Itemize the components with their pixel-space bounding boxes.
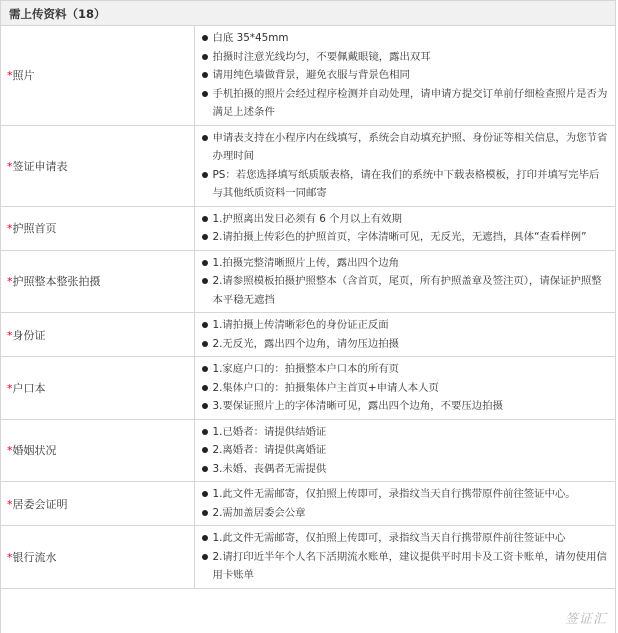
required-asterisk: *	[7, 381, 13, 395]
requirement-item: 申请表支持在小程序内在线填写，系统会自动填充护照、身份证等相关信息，为您节省办理时间	[201, 129, 610, 166]
requirements-cell	[194, 482, 615, 526]
required-asterisk: *	[7, 497, 13, 511]
document-label-cell	[1, 313, 194, 357]
requirements-cell	[194, 526, 615, 589]
requirement-item: 3.未婚、丧偶者无需提供	[201, 460, 610, 479]
document-row	[1, 419, 615, 482]
document-row	[1, 125, 615, 206]
document-label-cell	[1, 250, 194, 313]
document-label-cell	[1, 357, 194, 420]
document-label: 签证申请表	[12, 159, 68, 173]
document-label: 户口本	[12, 381, 46, 395]
document-label: 婚姻状况	[12, 444, 57, 458]
requirement-item: 2.需加盖居委会公章	[201, 504, 610, 523]
requirement-item: 拍摄时注意光线均匀，不要佩戴眼镜，露出双耳	[201, 48, 610, 67]
requirements-cell	[194, 250, 615, 313]
requirement-item: 2.请参照模板拍摄护照整本（含首页，尾页，所有护照盖章及签注页），请保证护照整本平稳无遮挡	[201, 272, 610, 309]
requirement-item: 3.要保证照片上的字体清晰可见，露出四个边角，不要压边拍摄	[201, 397, 610, 416]
requirement-item: 1.已婚者：请提供结婚证	[201, 423, 610, 442]
document-label-cell	[1, 26, 194, 125]
requirements-cell	[194, 419, 615, 482]
document-label-cell	[1, 125, 194, 206]
requirement-item: 2.请打印近半年个人名下活期流水账单，建议提供平时用卡及工资卡账单，请勿使用信用卡账单	[201, 548, 610, 585]
requirements-list	[201, 129, 610, 203]
requirement-item: 白底 35*45mm	[201, 29, 610, 48]
requirement-item: 1.家庭户口的：拍摄整本户口本的所有页	[201, 360, 610, 379]
requirements-list	[201, 485, 610, 522]
document-row	[1, 26, 615, 125]
requirements-list	[201, 254, 610, 310]
requirements-list	[201, 210, 610, 247]
document-label-cell	[1, 482, 194, 526]
required-asterisk: *	[7, 550, 13, 564]
requirement-item: 1.此文件无需邮寄，仅拍照上传即可，录指纹当天自行携带原件前往签证中心。	[201, 485, 610, 504]
document-row	[1, 482, 615, 526]
document-label: 照片	[12, 69, 35, 83]
requirement-item: 手机拍摄的照片会经过程序检测并自动处理，请申请方提交订单前仔细检查照片是否为满足上述条件	[201, 85, 610, 122]
document-label: 护照整本整张拍摄	[12, 275, 101, 289]
requirements-list	[201, 29, 610, 122]
document-label-cell	[1, 419, 194, 482]
document-row	[1, 206, 615, 250]
document-label-cell	[1, 206, 194, 250]
requirements-list	[201, 360, 610, 416]
requirements-cell	[194, 26, 615, 125]
watermark-logo: 签证汇	[564, 612, 607, 627]
required-asterisk: *	[7, 69, 13, 83]
requirement-item: 1.拍摄完整清晰照片上传，露出四个边角	[201, 254, 610, 273]
requirements-list	[201, 316, 610, 353]
requirements-cell	[194, 125, 615, 206]
requirements-cell	[194, 313, 615, 357]
requirements-cell	[194, 206, 615, 250]
document-label: 银行流水	[12, 550, 57, 564]
required-asterisk: *	[7, 275, 13, 289]
section-title: 需上传资料（18）	[9, 7, 106, 21]
requirement-item: 1.此文件无需邮寄，仅拍照上传即可，录指纹当天自行携带原件前往签证中心	[201, 529, 610, 548]
document-row	[1, 250, 615, 313]
documents-table	[1, 26, 615, 589]
requirements-list	[201, 529, 610, 585]
required-asterisk: *	[7, 222, 13, 235]
requirement-item: 请用纯色墙做背景，避免衣服与背景色相同	[201, 66, 610, 85]
document-row	[1, 313, 615, 357]
document-label: 身份证	[12, 328, 46, 342]
required-asterisk: *	[7, 444, 13, 458]
requirement-item: 2.无反光，露出四个边角，请勿压边拍摄	[201, 335, 610, 354]
requirements-cell	[194, 357, 615, 420]
section-header	[1, 0, 615, 26]
document-label-cell	[1, 526, 194, 589]
requirement-item: PS：若您选择填写纸质版表格，请在我们的系统中下载表格模板，打印并填写完毕后与其他纸质资料一同邮寄	[201, 166, 610, 203]
document-label: 护照首页	[12, 222, 57, 235]
document-row	[1, 526, 615, 589]
document-label: 居委会证明	[12, 497, 68, 511]
required-asterisk: *	[7, 159, 13, 173]
requirement-item: 2.集体户口的：拍摄集体户主首页+申请人本人页	[201, 379, 610, 398]
requirement-item: 2.离婚者：请提供离婚证	[201, 441, 610, 460]
document-row	[1, 357, 615, 420]
required-asterisk: *	[7, 328, 13, 342]
requirement-item: 1.护照离出发日必须有 6 个月以上有效期	[201, 210, 610, 229]
requirements-list	[201, 423, 610, 479]
requirement-item: 2.请拍摄上传彩色的护照首页，字体清晰可见，无反光，无遮挡，具体“查看样例”	[201, 228, 610, 247]
requirement-item: 1.请拍摄上传清晰彩色的身份证正反面	[201, 316, 610, 335]
